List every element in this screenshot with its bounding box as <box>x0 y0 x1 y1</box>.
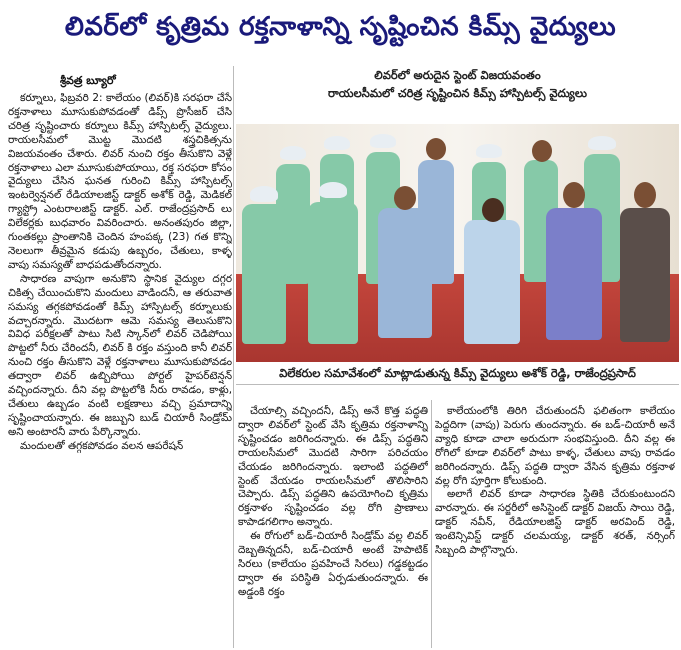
seated-doctor <box>620 208 670 342</box>
surgical-cap <box>319 182 347 198</box>
byline: శ్రీవత్ర బ్యూరో <box>60 74 116 87</box>
article-column-2 <box>238 405 428 648</box>
article-column-3 <box>435 405 675 648</box>
head <box>634 182 656 208</box>
head <box>482 198 504 222</box>
photo-caption-top <box>236 66 679 122</box>
surgical-cap <box>370 134 396 148</box>
surgical-cap <box>324 136 350 150</box>
surgical-cap <box>476 144 502 158</box>
headline: లివర్‌లో కృత్రిమ రక్తనాళాన్ని సృష్టించిన కిమ్స్ వైద్యులు <box>64 12 617 42</box>
seated-doctor <box>378 208 432 338</box>
paragraph: ఈ రోగులో బడ్-చియారీ సిండ్రోమ్ వల్ల లివర్ దెబ్బతిన్నదనీ, బడ్-చియారీ అంటే హెపాటిక్ సిరలు (కాలేయం ప్రవహించే సిరలు) గడ్డకట్టడం ద్వారా ఈ పరిస్థితి ఏర్పడుతుందన్నారు. ఈ అడ్డంకి రక్తం <box>238 530 428 598</box>
surgical-cap <box>250 186 278 202</box>
photo-floor <box>236 274 679 362</box>
caption-line-2: రాయలసీమలో చరిత్ర సృష్టించిన కిమ్స్ హాస్పిటల్స్ వైద్యులు <box>328 86 587 100</box>
seated-patient <box>464 220 520 344</box>
seated-doctor <box>242 204 286 344</box>
paragraph: కర్నూలు, ఫిబ్రవరి 2: కాలేయం (లివర్)కి సరఫరా చేసే రక్తనాళాలు మూసుకుపోవడంతో డిప్స్ ప్రొసీజర్ చేసి చరిత్ర సృష్టించారు కర్నూలు కిమ్స్ హాస్పిటల్స్ వైద్యులు. రాయలసీమలో మొట్ట మొదటి శస్త్రచికిత్సను విజయవంతం చేశారు. లివర్ నుంచి రక్తం తీసుకొని వెళ్లే రక్తనాళాలు ఎలా మూసుకుపోయాయి, రక్త సరఫరా కోసం వైద్యులు చేసిన ఘనత గురించి కిమ్స్ హాస్పిటల్స్ ఇంటర్వెన్షనల్ రేడియాలజిస్ట్ డాక్టర్ అశోక్ రెడ్డి, మెడికల్ గ్యాస్ట్రో ఎంటరాలజిస్ట్ డాక్టర్. ఎల్. రాజేంద్రప్రసాద్ లు విలేకర్లకు బుధవారం వివరించారు. అనంతపురం జిల్లా, గుంతకల్లు ప్రాంతానికి చెందిన హంపక్క (23) గత కొన్ని నెలలుగా తీవ్రమైన కడుపు ఉబ్బరం, చేతులు, కాళ్ళ వాపు సమస్యతో బాధపడుతోందన్నారు. <box>8 92 232 271</box>
column-divider <box>431 400 432 648</box>
paragraph: మందులతో తగ్గకపోవడం వలన ఆపరేషన్ <box>20 439 184 452</box>
doctors-group-photo <box>236 124 679 362</box>
column-divider <box>233 66 234 648</box>
head <box>394 186 416 210</box>
head <box>563 182 585 208</box>
paragraph: సాధారణ వాపుగా అనుకొని స్థానిక వైద్యుల దగ్గర చికిత్స చేయించుకొని మందులు వాడిందనీ, ఆ తరువాత సమస్య తగ్గకపోవడంతో కిమ్స్ హాస్పిటల్స్ కర్నూలుకు వచ్చారన్నారు. మొదటగా ఆమె సమస్య తెలుసుకొని వివిధ పరీక్షలతో పాటు సిటి స్కాన్‌లో లివర్ చెడిపోయి పొట్టలో నీరు చేరిందనీ, లివర్ కి రక్తం వస్తుంది కానీ లివర్ నుంచి రక్తం తీసుకొని వెళ్లే రక్తనాళాలు మూసుకుపోవడం తద్వారా లివర్ ఉబ్బిపోయి పోర్టల్ హైపర్‌టెన్షన్ వచ్చిందన్నారు. దీని వల్ల పొట్టలోకి నీరు రావడం, కాళ్లు, చేతులు ఉబ్బడం వంటి లక్షణాలు వచ్చి ప్రమాదాన్ని సృష్టించాయన్నారు. ఈ జబ్బుని బుడ్ చియారీ సిండ్రోమ్ అని అంటారనీ వారు పేర్కొన్నారు. <box>8 272 232 438</box>
head <box>426 138 446 160</box>
paragraph: అలాగే లివర్ కూడా సాధారణ స్థితికి చేరుకుంటుందని వారన్నారు. ఈ సర్జరీలో అసిస్టెంట్ డాక్టర్ విజయ్ సాయి రెడ్డి, డాక్టర్ నవీన్, రేడియాలజిస్ట్ డాక్టర్ అరవింద్ రెడ్డి, ఇంటెన్సివిస్ట్ డాక్టర్ చలమయ్య, డాక్టర్ శరత్, నర్సింగ్ సిబ్బంది పాల్గొన్నారు. <box>435 488 675 557</box>
section-divider <box>236 384 679 385</box>
paragraph: కాలేయంలోకి తిరిగి చేరుతుందనీ ఫలితంగా కాలేయం పెద్దదిగా (వాపు) పెరుగు తుందన్నారు. ఈ బడ్-చియారీ అనే వ్యాధి కూడా చాలా అరుదుగా సంభవిస్తుంది. దీని వల్ల ఈ రోగిలో కూడా లివర్‌లో పాటు కాళ్ళ, చేతులు వాపు రావడం జరిగిందన్నారు. డిప్స్ పద్ధతి ద్వారా వేసిన కృత్రిమ రక్తనాళ వల్ల రోగి పూర్తిగా కోలుకుంది. <box>435 405 675 487</box>
surgical-cap <box>588 136 616 150</box>
photo-caption-bottom: విలేకరుల సమావేశంలో మాట్లాడుతున్న కిమ్స్ వైద్యులు అశోక్ రెడ్డి, రాజేంద్రప్రసాద్ <box>279 366 636 380</box>
seated-doctor <box>546 208 602 340</box>
article-column-1 <box>8 92 232 648</box>
caption-line-1: లివర్‌లో అరుదైన స్టెంట్ విజయవంతం <box>374 68 541 82</box>
paragraph: చేయాల్సి వచ్చిందనీ, డిప్స్ అనే కొత్త పద్ధతి ద్వారా లివర్‌లో స్టెంట్ వేసి కృత్రిమ రక్తనాళాన్ని సృష్టించడం జరిగిందన్నారు. ఈ డిప్స్ పద్ధతిని రాయలసీమలో మొదటి సారిగా పరిచయం చేయడం జరిగిందన్నారు. ఇలాంటి పద్ధతిలో స్టెంట్ వేయడం రాయలసీమలో తొలిసారిని చెప్పారు. డిప్స్ పద్ధతిని ఉపయోగించి కృత్రిమ రక్తనాళం సృష్టించడం వల్ల రోగి ప్రాణాలు కాపాడగలిగాం అన్నారు. <box>238 405 428 529</box>
head <box>532 140 552 162</box>
seated-doctor <box>308 202 358 344</box>
surgical-cap <box>280 146 306 160</box>
